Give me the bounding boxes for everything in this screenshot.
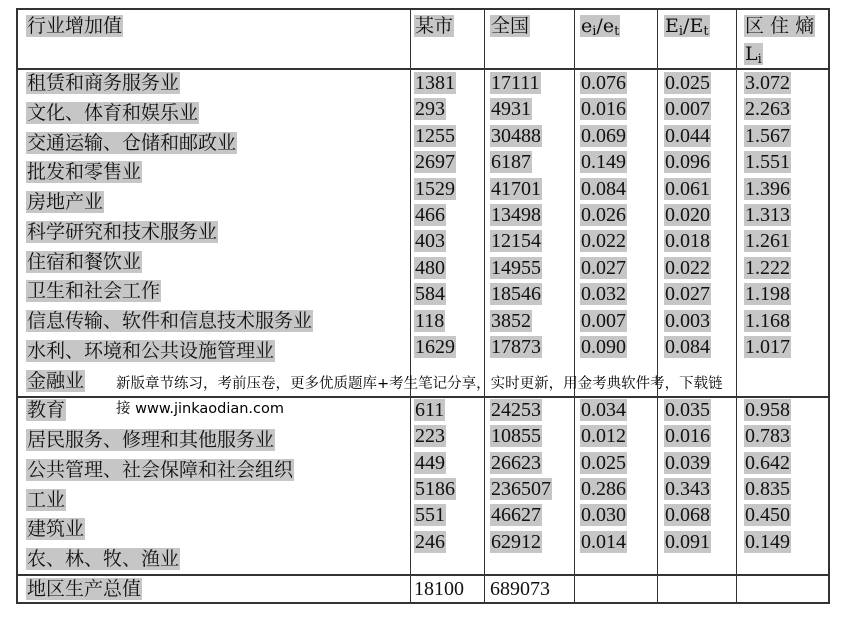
cell-entropy: 1.168 <box>745 310 790 332</box>
cell-E-ratio: 0.016 <box>665 425 710 447</box>
cell-E-ratio: 0.061 <box>665 178 710 200</box>
cell-country: 6187 <box>491 151 531 173</box>
cell-e-ratio: 0.016 <box>581 98 626 120</box>
cell-city: 403 <box>415 230 445 252</box>
cell-E-ratio: 0.091 <box>665 531 710 553</box>
cell-e-ratio: 0.084 <box>581 178 626 200</box>
row-label: 居民服务、修理和其他服务业 <box>27 429 275 451</box>
cell-e-ratio: 0.025 <box>581 452 626 474</box>
cell-country: 14955 <box>491 257 541 279</box>
cell-entropy: 3.072 <box>745 72 790 94</box>
cell-city: 1255 <box>415 125 455 147</box>
cell-E-ratio: 0.003 <box>665 310 710 332</box>
cell-entropy: 1.222 <box>745 257 790 279</box>
row-label: 卫生和社会工作 <box>27 280 161 302</box>
cell-city: 584 <box>415 283 445 305</box>
column-divider <box>657 10 658 602</box>
cell-E-ratio: 0.044 <box>665 125 710 147</box>
header-entropy: 区 住 熵 <box>745 15 815 37</box>
cell-e-ratio: 0.286 <box>581 478 626 500</box>
header-E-ratio: $E_i/E_t$ <box>665 15 709 39</box>
row-label: 水利、环境和公共设施管理业 <box>27 340 275 362</box>
cell-city: 5186 <box>415 478 455 500</box>
cell-entropy: 1.017 <box>745 336 790 358</box>
row-label: 文化、体育和娱乐业 <box>27 102 199 124</box>
cell-E-ratio: 0.084 <box>665 336 710 358</box>
row-label: 房地产业 <box>27 191 104 213</box>
cell-country: 62912 <box>491 531 541 553</box>
cell-country: 10855 <box>491 425 541 447</box>
cell-entropy: 1.313 <box>745 204 790 226</box>
cell-E-ratio: 0.343 <box>665 478 710 500</box>
cell-country: 236507 <box>491 478 551 500</box>
cell-city: 551 <box>415 504 445 526</box>
watermark-line1: 新版章节练习，考前压卷，更多优质题库+考生笔记分享，实时更新，用金考典软件考，下载链 <box>116 376 723 392</box>
cell-country: 24253 <box>491 399 541 421</box>
cell-entropy: 0.450 <box>745 504 790 526</box>
row-label: 金融业 <box>27 370 85 392</box>
cell-country: 13498 <box>491 204 541 226</box>
cell-city: 611 <box>415 399 445 421</box>
cell-e-ratio: 0.030 <box>581 504 626 526</box>
cell-e-ratio: 0.034 <box>581 399 626 421</box>
row-label: 信息传输、软件和信息技术服务业 <box>27 310 313 332</box>
cell-city: 1381 <box>415 72 455 94</box>
cell-entropy: 2.263 <box>745 98 790 120</box>
cell-E-ratio: 0.027 <box>665 283 710 305</box>
cell-city: 1629 <box>415 336 455 358</box>
cell-e-ratio: 0.149 <box>581 151 626 173</box>
column-divider <box>574 10 575 602</box>
cell-city: 1529 <box>415 178 455 200</box>
column-divider <box>736 10 737 602</box>
cell-city: 480 <box>415 257 445 279</box>
cell-country: 30488 <box>491 125 541 147</box>
cell-country: 26623 <box>491 452 541 474</box>
row-label: 工业 <box>27 489 66 511</box>
cell-e-ratio: 0.012 <box>581 425 626 447</box>
column-divider <box>410 10 411 602</box>
cell-E-ratio: 0.020 <box>665 204 710 226</box>
cell-entropy: 0.783 <box>745 425 790 447</box>
cell-E-ratio: 0.018 <box>665 230 710 252</box>
row-label: 批发和零售业 <box>27 161 142 183</box>
header-e-ratio: $e_i/e_t$ <box>581 15 620 39</box>
cell-e-ratio: 0.014 <box>581 531 626 553</box>
row-label: 农、林、牧、渔业 <box>27 548 180 570</box>
cell-E-ratio: 0.025 <box>665 72 710 94</box>
cell-E-ratio: 0.007 <box>665 98 710 120</box>
cell-entropy: 1.551 <box>745 151 790 173</box>
cell-e-ratio: 0.032 <box>581 283 626 305</box>
header-country: 全国 <box>491 15 530 37</box>
cell-e-ratio: 0.090 <box>581 336 626 358</box>
cell-entropy: 0.149 <box>745 531 790 553</box>
cell-e-ratio: 0.076 <box>581 72 626 94</box>
row-label: 交通运输、仓储和邮政业 <box>27 132 237 154</box>
cell-entropy: 0.958 <box>745 399 790 421</box>
row-label: 住宿和餐饮业 <box>27 251 142 273</box>
cell-city: 118 <box>415 310 445 332</box>
cell-country: 46627 <box>491 504 541 526</box>
cell-e-ratio: 0.069 <box>581 125 626 147</box>
cell-city: 2697 <box>415 151 455 173</box>
header-rule <box>18 68 828 70</box>
cell-E-ratio: 0.039 <box>665 452 710 474</box>
total-city: 18100 <box>414 578 464 600</box>
row-label: 租赁和商务服务业 <box>27 72 180 94</box>
cell-E-ratio: 0.068 <box>665 504 710 526</box>
row-label: 教育 <box>27 399 66 421</box>
cell-city: 223 <box>415 425 445 447</box>
header-industry: 行业增加值 <box>27 15 123 37</box>
cell-country: 18546 <box>491 283 541 305</box>
cell-country: 41701 <box>491 178 541 200</box>
cell-country: 17111 <box>491 72 540 94</box>
cell-entropy: 0.835 <box>745 478 790 500</box>
row-label: 公共管理、社会保障和社会组织 <box>27 459 294 481</box>
cell-entropy: 0.642 <box>745 452 790 474</box>
header-city: 某市 <box>415 15 454 37</box>
cell-entropy: 1.261 <box>745 230 790 252</box>
header-entropy-symbol: $L_i$ <box>745 43 762 67</box>
cell-city: 449 <box>415 452 445 474</box>
cell-e-ratio: 0.027 <box>581 257 626 279</box>
cell-entropy: 1.198 <box>745 283 790 305</box>
cell-e-ratio: 0.026 <box>581 204 626 226</box>
cell-country: 17873 <box>491 336 541 358</box>
cell-e-ratio: 0.022 <box>581 230 626 252</box>
cell-country: 3852 <box>491 310 531 332</box>
cell-country: 4931 <box>491 98 531 120</box>
row-label: 建筑业 <box>27 518 85 540</box>
total-rule <box>18 574 828 576</box>
cell-city: 293 <box>415 98 445 120</box>
cell-E-ratio: 0.096 <box>665 151 710 173</box>
cell-entropy: 1.396 <box>745 178 790 200</box>
total-label: 地区生产总值 <box>27 578 142 600</box>
cell-city: 246 <box>415 531 445 553</box>
cell-entropy: 1.567 <box>745 125 790 147</box>
watermark-line2: 接 www.jinkaodian.com <box>116 401 284 417</box>
column-divider <box>484 10 485 602</box>
cell-e-ratio: 0.007 <box>581 310 626 332</box>
row-label: 科学研究和技术服务业 <box>27 221 218 243</box>
cell-E-ratio: 0.022 <box>665 257 710 279</box>
cell-city: 466 <box>415 204 445 226</box>
cell-country: 12154 <box>491 230 541 252</box>
total-country: 689073 <box>490 578 550 600</box>
cell-E-ratio: 0.035 <box>665 399 710 421</box>
